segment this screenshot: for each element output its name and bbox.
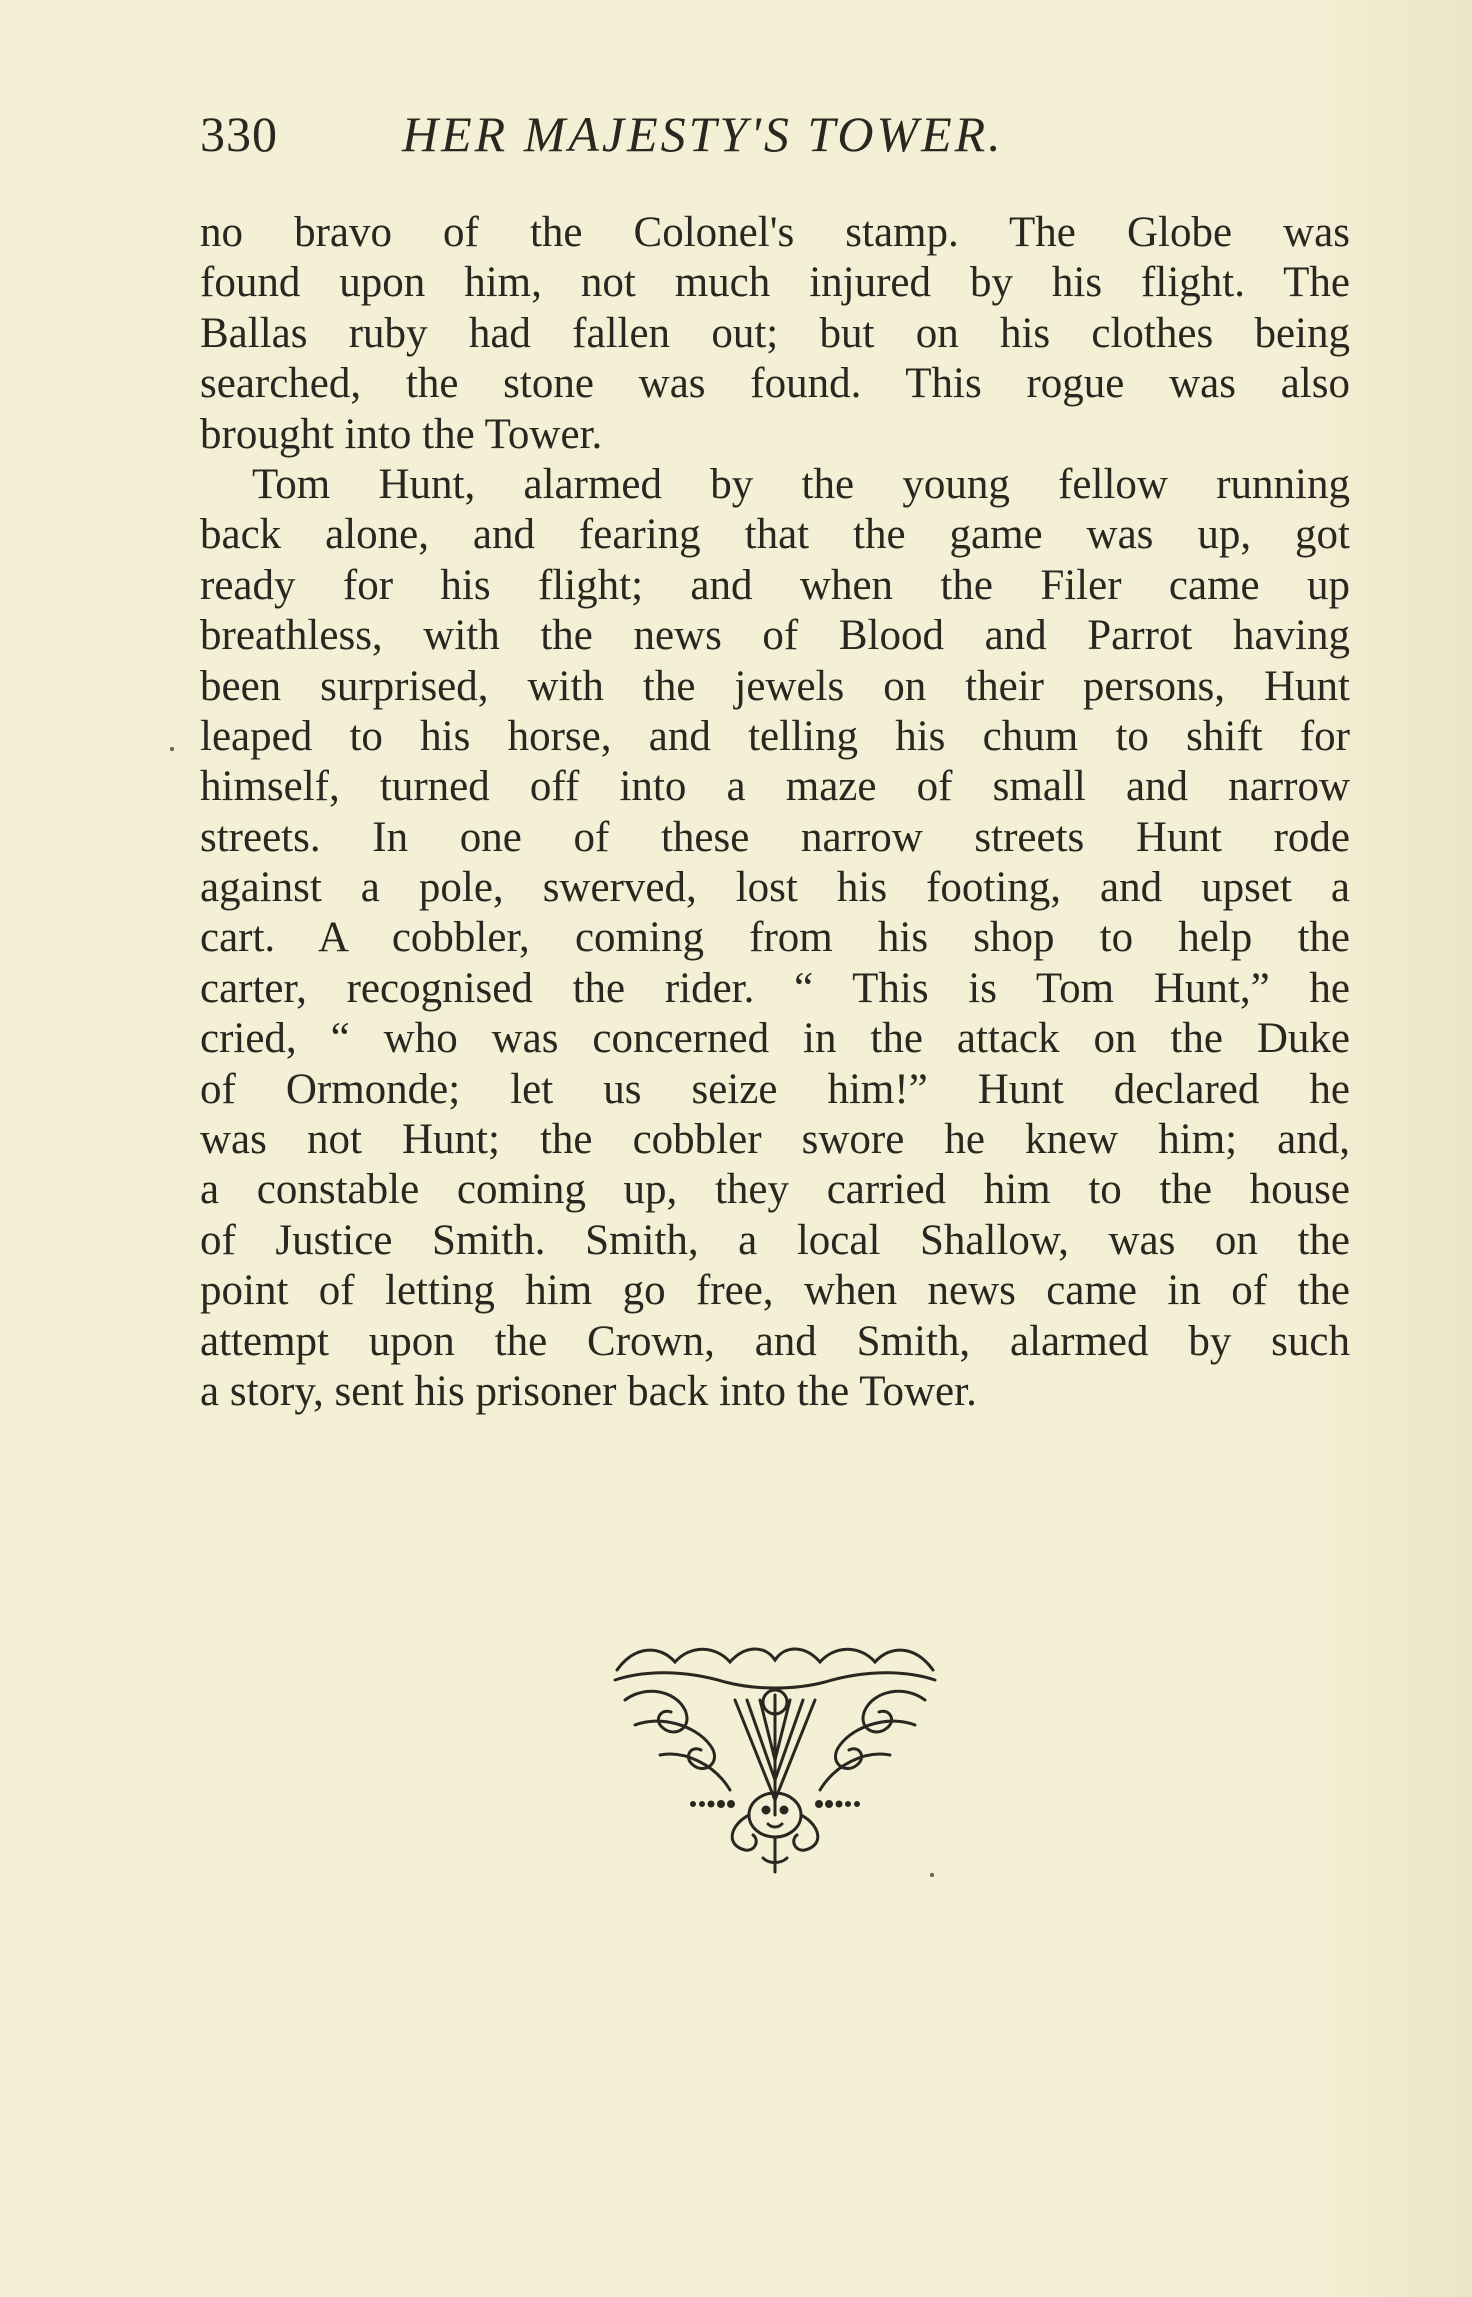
text-line: no bravo of the Colonel's stamp. The Globe was — [200, 209, 1350, 256]
paper-speck — [170, 747, 174, 751]
text-line: against a pole, swerved, lost his footing, and upset a — [200, 864, 1350, 912]
paper-speck — [930, 1873, 934, 1877]
page-header — [200, 105, 1350, 165]
text-line: point of letting him go free, when news came in of the — [200, 1267, 1350, 1315]
text-line: attempt upon the Crown, and Smith, alarmed by such — [200, 1317, 1350, 1365]
text-line: himself, turned off into a maze of small and narrow — [200, 763, 1350, 811]
text-line: streets. In one of these narrow streets Hunt rode — [200, 813, 1350, 861]
text-line: a story, sent his prisoner back into the Tower. — [200, 1367, 977, 1415]
text-line: leaped to his horse, and telling his chum to shift for — [200, 712, 1350, 760]
text-line: breathless, with the news of Blood and Parrot having — [200, 612, 1350, 660]
text-line: ready for his flight; and when the Filer came up — [200, 561, 1350, 609]
text-line: was not Hunt; the cobbler swore he knew him; and, — [200, 1116, 1350, 1164]
text-line: of Ormonde; let us seize him!” Hunt declared he — [200, 1065, 1350, 1113]
text-line: found upon him, not much injured by his flight. The — [200, 259, 1350, 307]
text-line: brought into the Tower. — [200, 410, 603, 458]
tailpiece-ornament-icon — [605, 1640, 945, 1880]
text-line: carter, recognised the rider. “ This is Tom Hunt,” he — [200, 964, 1350, 1012]
text-line: Tom Hunt, alarmed by the young fellow running — [252, 460, 1350, 508]
text-line: been surprised, with the jewels on their persons, Hunt — [200, 662, 1350, 710]
running-head: HER MAJESTY'S TOWER. — [402, 106, 1004, 162]
page-number: 330 — [200, 106, 278, 162]
text-line: of Justice Smith. Smith, a local Shallow, was on the — [200, 1216, 1350, 1264]
text-line: Ballas ruby had fallen out; but on his clothes being — [200, 309, 1350, 357]
body-text — [200, 208, 1350, 1417]
text-line: searched, the stone was found. This rogue was also — [200, 360, 1350, 408]
text-line: a constable coming up, they carried him to the house — [200, 1166, 1350, 1214]
text-line: cart. A cobbler, coming from his shop to help the — [200, 914, 1350, 962]
text-line: back alone, and fearing that the game was up, got — [200, 511, 1350, 559]
text-line: cried, “ who was concerned in the attack on the Duke — [200, 1015, 1350, 1063]
